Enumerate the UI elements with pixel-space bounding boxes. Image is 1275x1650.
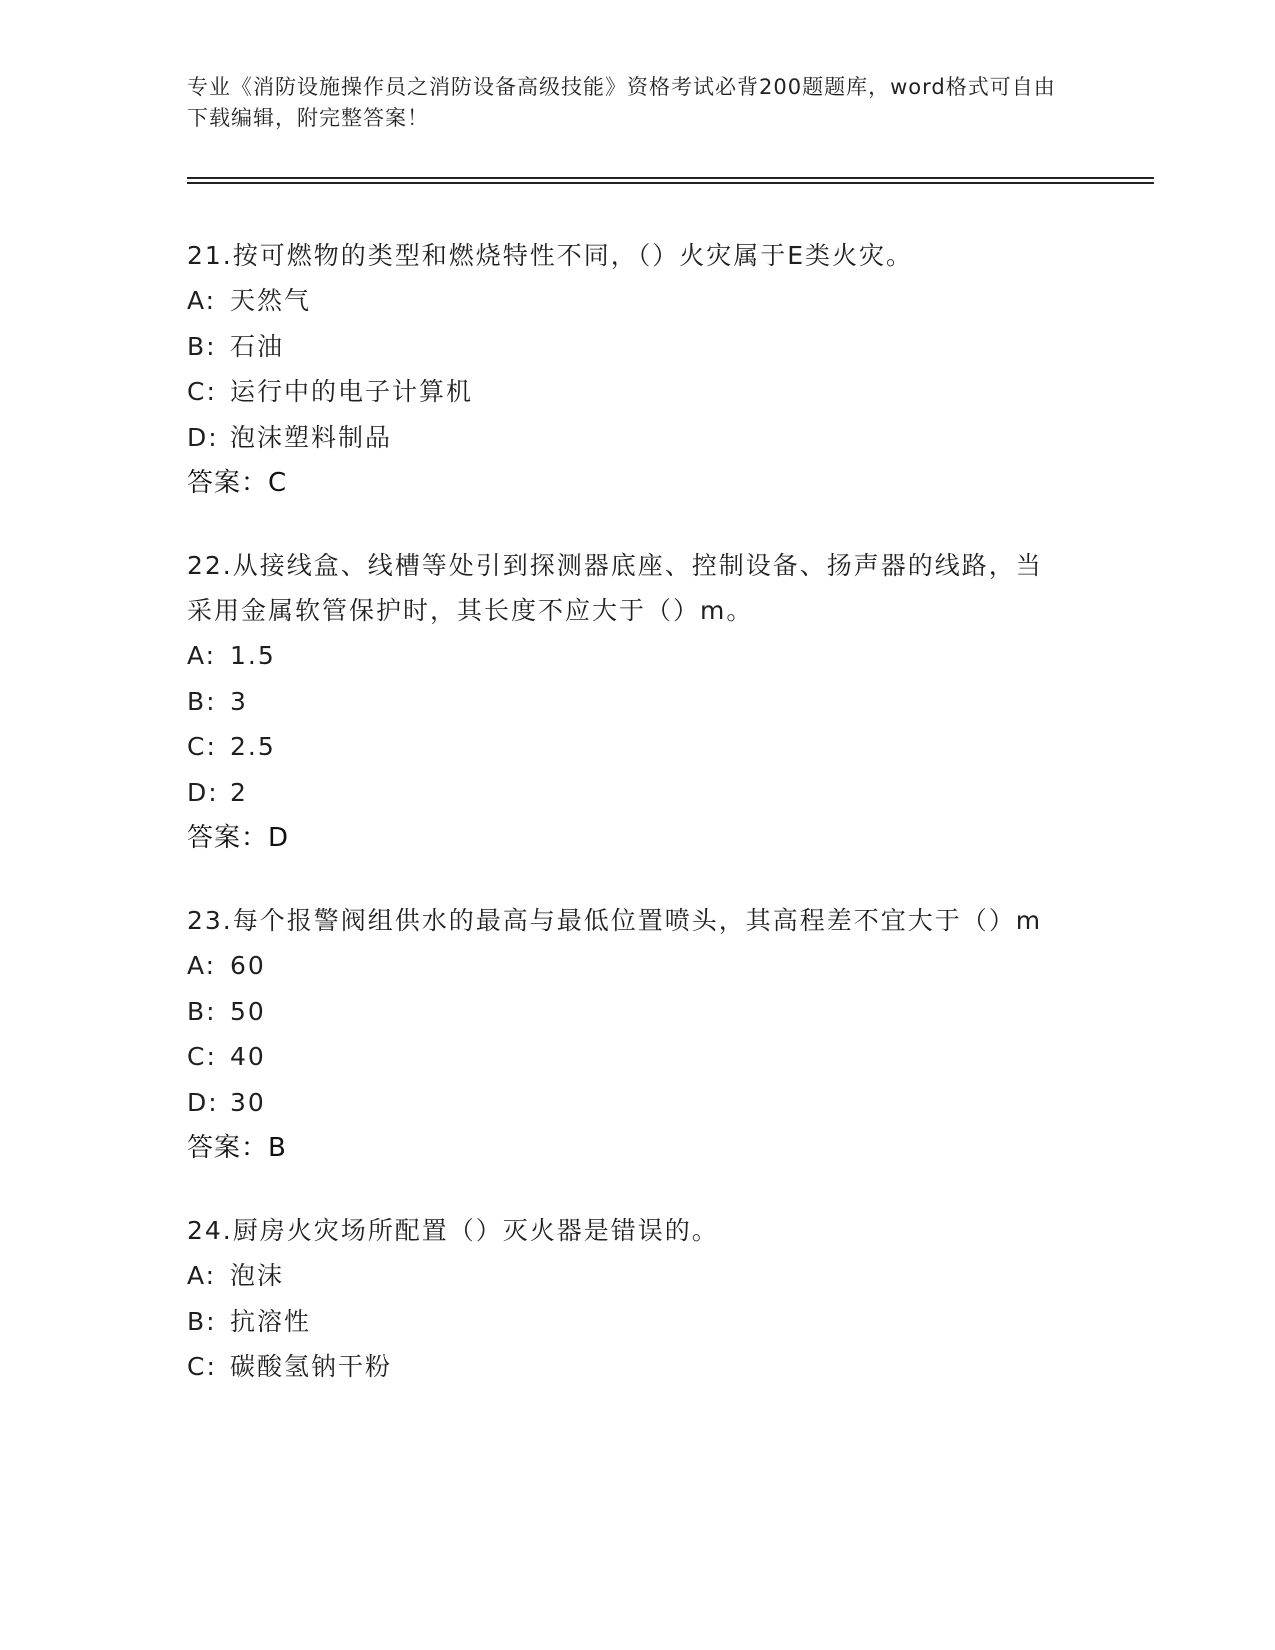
option-letter: A: bbox=[187, 951, 217, 980]
option-d bbox=[187, 1080, 1067, 1126]
option-a bbox=[187, 1253, 1067, 1299]
option-letter: D: bbox=[187, 1087, 219, 1117]
option-c bbox=[187, 1344, 1067, 1390]
option-text: 石油 bbox=[230, 331, 285, 361]
option-text: 2.5 bbox=[230, 732, 276, 761]
option-text: 抗溶性 bbox=[230, 1306, 312, 1336]
option-letter: C: bbox=[187, 732, 217, 761]
option-a bbox=[187, 633, 1067, 679]
option-c bbox=[187, 369, 1067, 415]
option-d bbox=[187, 415, 1067, 461]
option-b bbox=[187, 324, 1067, 370]
option-letter: A: bbox=[187, 286, 217, 315]
option-letter: A: bbox=[187, 1261, 217, 1290]
option-text: 泡沫 bbox=[230, 1261, 285, 1290]
option-letter: B: bbox=[187, 686, 217, 716]
question-stem: 22.从接线盒、线槽等处引到探测器底座、控制设备、扬声器的线路，当采用金属软管保护时，其长度不应大于（）m。 bbox=[187, 551, 1043, 625]
option-c bbox=[187, 724, 1067, 770]
option-letter: C: bbox=[187, 1042, 217, 1071]
header-divider-top bbox=[187, 177, 1154, 179]
option-letter: B: bbox=[187, 331, 217, 361]
option-letter: C: bbox=[187, 1352, 217, 1381]
answer-line: 答案：D bbox=[187, 823, 290, 853]
option-letter: B: bbox=[187, 1306, 217, 1336]
option-text: 运行中的电子计算机 bbox=[230, 377, 474, 406]
option-b bbox=[187, 1299, 1067, 1345]
question-21 bbox=[187, 233, 1067, 506]
option-b bbox=[187, 679, 1067, 725]
option-a bbox=[187, 943, 1067, 989]
option-text: 泡沫塑料制品 bbox=[230, 422, 393, 452]
option-text: 2 bbox=[230, 777, 248, 807]
option-d bbox=[187, 770, 1067, 816]
question-22 bbox=[187, 543, 1067, 861]
option-text: 3 bbox=[230, 686, 248, 716]
answer-line: 答案：C bbox=[187, 468, 288, 498]
document-header-description: 专业《消防设施操作员之消防设备高级技能》资格考试必背200题题库，word格式可自由下载编辑，附完整答案！ bbox=[187, 75, 1056, 130]
question-list bbox=[187, 233, 1067, 1427]
header-divider-bottom bbox=[187, 182, 1154, 184]
answer-line: 答案：B bbox=[187, 1133, 287, 1163]
option-text: 30 bbox=[230, 1087, 266, 1117]
option-text: 碳酸氢钠干粉 bbox=[230, 1352, 393, 1381]
option-text: 天然气 bbox=[230, 286, 312, 315]
question-24 bbox=[187, 1208, 1067, 1390]
option-text: 1.5 bbox=[230, 641, 276, 670]
question-stem: 24.厨房火灾场所配置（）灭火器是错误的。 bbox=[187, 1216, 719, 1245]
question-stem: 23.每个报警阀组供水的最高与最低位置喷头，其高程差不宜大于（）m bbox=[187, 906, 1043, 935]
option-letter: D: bbox=[187, 777, 219, 807]
option-text: 50 bbox=[230, 996, 266, 1026]
option-letter: B: bbox=[187, 996, 217, 1026]
question-stem: 21.按可燃物的类型和燃烧特性不同，（）火灾属于E类火灾。 bbox=[187, 241, 914, 270]
question-23 bbox=[187, 898, 1067, 1171]
option-letter: D: bbox=[187, 422, 219, 452]
option-letter: A: bbox=[187, 641, 217, 670]
option-letter: C: bbox=[187, 377, 217, 406]
option-a bbox=[187, 278, 1067, 324]
option-c bbox=[187, 1034, 1067, 1080]
option-text: 40 bbox=[230, 1042, 266, 1071]
option-b bbox=[187, 989, 1067, 1035]
option-text: 60 bbox=[230, 951, 266, 980]
